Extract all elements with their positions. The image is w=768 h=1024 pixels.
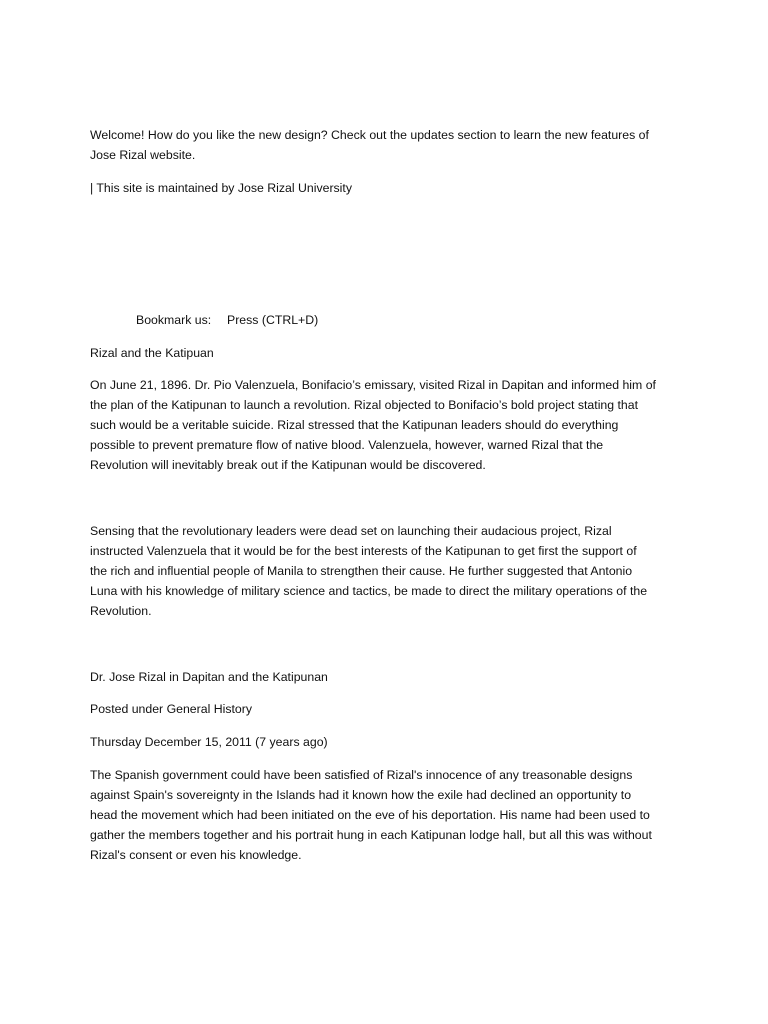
text-line: the plan of the Katipunan to launch a revolution. Rizal objected to Bonifacio’s bold project stating that (90, 398, 639, 412)
text-line: gather the members together and his portrait hung in each Katipunan lodge hall, but all this was without (90, 828, 652, 842)
text-line: On June 21, 1896. Dr. Pio Valenzuela, Bonifacio’s emissary, visited Rizal in Dapitan and informed him of (90, 378, 656, 392)
welcome-line-2: Jose Rizal website. (90, 148, 196, 162)
article1-paragraph-2 (90, 521, 680, 621)
article1-title: Rizal and the Katipuan (90, 346, 214, 360)
text-line: instructed Valenzuela that it would be for the best interests of the Katipunan to get first the support of (90, 544, 637, 558)
text-line: head the movement which had been initiated on the eve of his deportation. His name had been used to (90, 808, 650, 822)
text-line: Rizal's consent or even his knowledge. (90, 848, 302, 862)
text-line: against Spain's sovereignty in the Islands had it known how the exile had declined an opportunity to (90, 788, 632, 802)
text-line: such would be a veritable suicide. Rizal stressed that the Katipunan leaders should do everything (90, 418, 619, 432)
bookmark-instruction: Press (CTRL+D) (227, 313, 319, 327)
maintained-notice: | This site is maintained by Jose Rizal University (90, 181, 352, 195)
bookmark-label: Bookmark us: (136, 313, 212, 327)
article1-paragraph-1 (90, 375, 680, 475)
text-line: Luna with his knowledge of military science and tactics, be made to direct the military operations of the (90, 584, 648, 598)
article2-date: Thursday December 15, 2011 (7 years ago) (90, 735, 328, 749)
welcome-line-1: Welcome! How do you like the new design? Check out the updates section to learn the new features of (90, 128, 649, 142)
text-line: The Spanish government could have been satisfied of Rizal's innocence of any treasonable designs (90, 768, 633, 782)
text-line: possible to prevent premature flow of native blood. Valenzuela, however, warned Rizal that the (90, 438, 604, 452)
text-line: the rich and influential people of Manila to strengthen their cause. He further suggested that Antonio (90, 564, 633, 578)
text-line: Revolution will inevitably break out if the Katipunan would be discovered. (90, 458, 486, 472)
article2-posted-under: Posted under General History (90, 702, 252, 716)
article2-paragraph (90, 765, 680, 865)
text-line: Revolution. (90, 604, 152, 618)
article2-title: Dr. Jose Rizal in Dapitan and the Katipunan (90, 670, 328, 684)
text-line: Sensing that the revolutionary leaders were dead set on launching their audacious project, Rizal (90, 524, 612, 538)
